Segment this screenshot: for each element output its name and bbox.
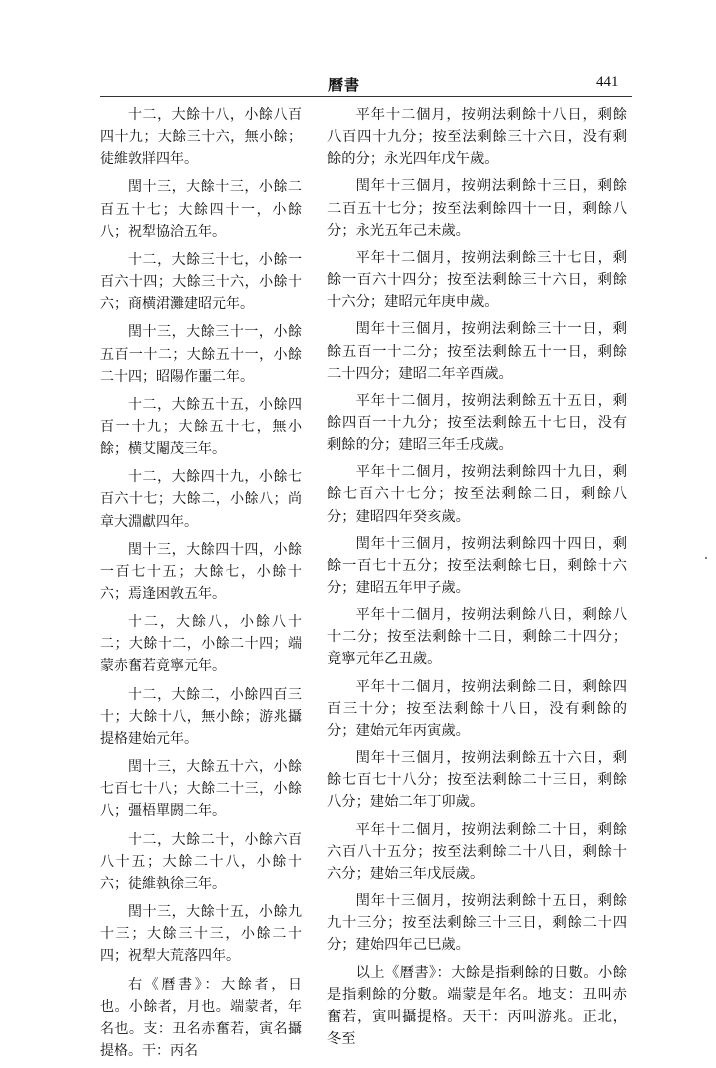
left-paragraph: 十二，大餘八，小餘八十二；大餘十二，小餘二十四；端蒙赤奮若竟寧元年。 bbox=[100, 614, 302, 675]
left-paragraph: 閏十三，大餘三十一，小餘五百一十二；大餘五十一，小餘二十四；昭陽作噩二年。 bbox=[100, 324, 302, 385]
header-rule bbox=[100, 96, 632, 97]
left-paragraph: 十二，大餘二十，小餘六百八十五；大餘二十八，小餘十六；徒維執徐三年。 bbox=[100, 831, 302, 892]
right-paragraph: 平年十二個月，按朔法剩餘五十五日，剩餘四百一十九分；按至法剩餘五十七日，没有剩餘的分；建昭三年壬戌歲。 bbox=[327, 392, 627, 454]
left-paragraph: 閏十三，大餘十三，小餘二百五十七；大餘四十一，小餘八；祝犁協洽五年。 bbox=[100, 179, 302, 240]
right-paragraph: 平年十二個月，按朔法剩餘二日，剩餘四百三十分；按至法剩餘十八日，没有剩餘的分；建始元年丙寅歲。 bbox=[327, 678, 627, 739]
left-paragraph: 十二，大餘四十九，小餘七百六十七；大餘二，小餘八；尚章大淵獻四年。 bbox=[100, 469, 302, 530]
running-header-title: 曆書 bbox=[328, 76, 361, 94]
left-paragraph: 十二，大餘十八，小餘八百四十九；大餘三十六，無小餘；徒維敦牂四年。 bbox=[100, 107, 302, 168]
left-paragraph: 右《曆書》：大餘者，日也。小餘者，月也。端蒙者，年名也。支：丑名赤奮若，寅名攝提格。干：丙名 bbox=[100, 976, 302, 1059]
left-paragraph: 閏十三，大餘十五，小餘九十三；大餘三十三，小餘二十四；祝犁大荒落四年。 bbox=[100, 904, 302, 965]
right-paragraph: 閏年十三個月，按朔法剩餘五十六日，剩餘七百七十八分；按至法剩餘二十三日，剩餘八分；建始二年丁卯歲。 bbox=[327, 750, 627, 811]
left-paragraph: 閏十三，大餘四十四，小餘一百七十五；大餘七，小餘十六；焉逢困敦五年。 bbox=[100, 541, 302, 602]
page-number: 441 bbox=[596, 74, 619, 90]
right-paragraph: 閏年十三個月，按朔法剩餘三十一日，剩餘五百一十二分；按至法剩餘五十一日，剩餘二十四分；建昭二年辛酉歲。 bbox=[327, 321, 627, 382]
left-paragraph: 十二，大餘二，小餘四百三十；大餘十八，無小餘；游兆攝提格建始元年。 bbox=[100, 686, 302, 747]
right-paragraph: 平年十二個月，按朔法剩餘十八日，剩餘八百四十九分；按至法剩餘三十六日，没有剩餘的分；永光四年戊午歲。 bbox=[327, 107, 627, 168]
right-paragraph: 平年十二個月，按朔法剩餘八日，剩餘八十二分；按至法剩餘十二日，剩餘二十四分；竟寧元年乙丑歲。 bbox=[327, 607, 627, 668]
left-paragraph: 十二，大餘三十七，小餘一百六十四；大餘三十六，小餘十六；商横涒灘建昭元年。 bbox=[100, 251, 302, 313]
right-column-translation bbox=[327, 104, 627, 1055]
right-paragraph: 閏年十三個月，按朔法剩餘十三日，剩餘二百五十七分；按至法剩餘四十一日，剩餘八分；永光五年己未歲。 bbox=[327, 178, 627, 239]
left-column-original-text bbox=[100, 104, 302, 1068]
left-paragraph: 十二，大餘五十五，小餘四百一十九；大餘五十七，無小餘；横艾閹茂三年。 bbox=[100, 396, 302, 458]
right-paragraph: 平年十二個月，按朔法剩餘四十九日，剩餘七百六十七分；按至法剩餘二日，剩餘八分；建昭四年癸亥歲。 bbox=[327, 464, 627, 525]
right-paragraph: 平年十二個月，按朔法剩餘二十日，剩餘六百八十五分；按至法剩餘二十八日，剩餘十六分；建始三年戊辰歲。 bbox=[327, 821, 627, 882]
right-paragraph: 以上《曆書》：大餘是指剩餘的日數。小餘是指剩餘的分數。端蒙是年名。地支：丑叫赤奮若，寅叫攝提格。天干：丙叫游兆。正北，冬至 bbox=[327, 964, 627, 1047]
right-paragraph: 閏年十三個月，按朔法剩餘十五日，剩餘九十三分；按至法剩餘三十三日，剩餘二十四分；建始四年己巳歲。 bbox=[327, 893, 627, 954]
right-paragraph: 平年十二個月，按朔法剩餘三十七日，剩餘一百六十四分；按至法剩餘三十六日，剩餘十六分；建昭元年庚申歲。 bbox=[327, 249, 627, 311]
right-paragraph: 閏年十三個月，按朔法剩餘四十四日，剩餘一百七十五分；按至法剩餘七日，剩餘十六分；建昭五年甲子歲。 bbox=[327, 535, 627, 596]
left-paragraph: 閏十三，大餘五十六，小餘七百七十八；大餘二十三，小餘八；彊梧單閼二年。 bbox=[100, 759, 302, 820]
print-speck bbox=[705, 557, 707, 559]
